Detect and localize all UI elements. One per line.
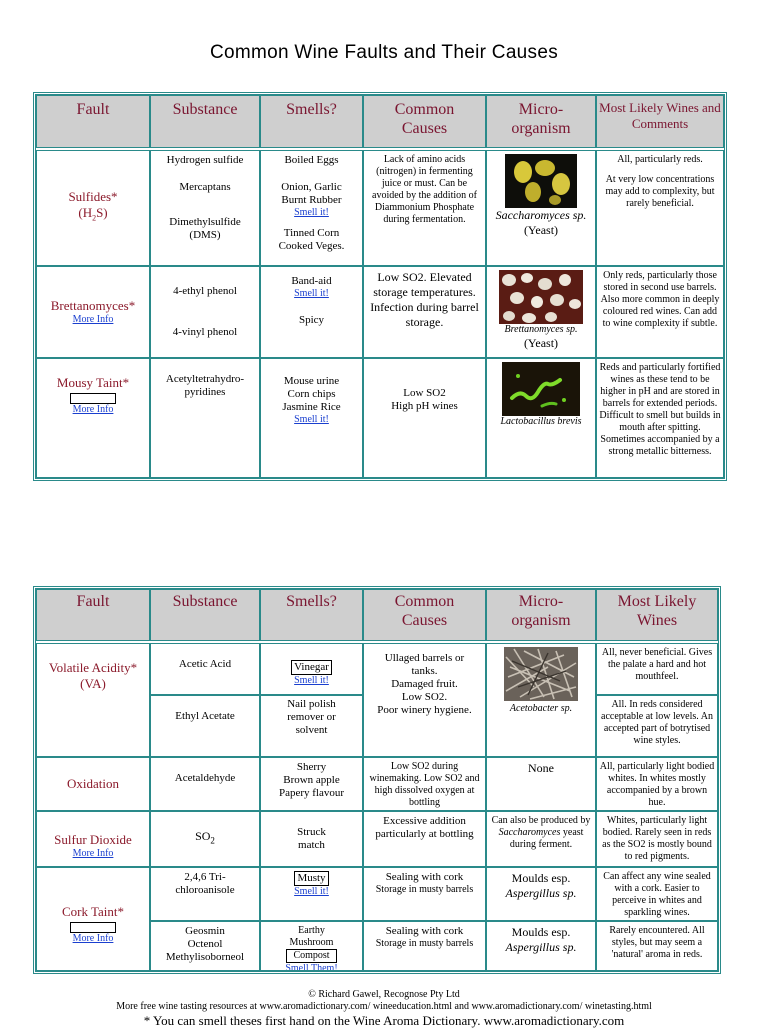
comments-brettanomyces: Only reds, particularly those stored in second use barrels. Also more common in deeply coloured red wines. Can add to wine complexity if subtle. <box>596 266 724 358</box>
header-micro-organism: Micro-organism <box>486 95 596 148</box>
fault-cork-taint: Cork Taint* More Info <box>36 867 150 971</box>
substance-geosmin: Geosmin Octenol Methylisoborneol <box>150 921 260 971</box>
header2-substance: Substance <box>150 589 260 641</box>
more-info-box-cork <box>70 922 116 933</box>
wines-oxidation: All, particularly light bodied whites. In whites mostly accompanied by a brown hue. <box>596 757 718 811</box>
fault-volatile-acidity: Volatile Acidity* (VA) <box>36 643 150 757</box>
micro-brettanomyces: Brettanomyces sp. (Yeast) <box>486 266 596 358</box>
footer-note: * You can smell theses first hand on the Wine Aroma Dictionary. www.aromadictionary.com <box>143 1013 625 1028</box>
more-info-link-so2[interactable]: More Info <box>72 848 114 859</box>
smells-brettanomyces: Band-aid Smell it! Spicy <box>260 266 363 358</box>
wines-cork-2: Rarely encountered. All styles, but may seem a 'natural' aroma in reds. <box>596 921 718 971</box>
header-smells: Smells? <box>260 95 363 148</box>
micro-oxidation: None <box>486 757 596 811</box>
causes-sulfides: Lack of amino acids (nitrogen) in fermenting juice or must. Can be avoided by the addition of Diammonium Phosphate during fermentation. <box>363 150 486 266</box>
header2-smells: Smells? <box>260 589 363 641</box>
wines-sulfur-dioxide: Whites, particularly light bodied. Rarely seen in reds as the SO2 is mostly bound to red pigments. <box>596 811 718 867</box>
micro-sulfur-dioxide: Can also be produced by Saccharomyces yeast during ferment. <box>486 811 596 867</box>
substance-mousy-taint: Acetyltetrahydro- pyridines <box>150 358 260 478</box>
substance-tca: 2,4,6 Tri- chloroanisole <box>150 867 260 921</box>
fault-sulfides: Sulfides* $(H_2S)$ <box>36 150 150 266</box>
more-info-link-brett[interactable]: More Info <box>72 314 114 325</box>
substance-brettanomyces: 4-ethyl phenol 4-vinyl phenol <box>150 266 260 358</box>
header-most-likely-wines: Most Likely Wines and Comments <box>596 95 724 148</box>
fault-oxidation: Oxidation <box>36 757 150 811</box>
header2-common-causes: Common Causes <box>363 589 486 641</box>
comments-sulfides: All, particularly reds. At very low concentrations may add to complexity, but rarely beneficial. <box>596 150 724 266</box>
footer-resources: More free wine tasting resources at www.aromadictionary.com/ wineeducation.html and www.aromadictionary.com/ winetasting.html <box>116 1001 652 1012</box>
header-substance: Substance <box>150 95 260 148</box>
smells-oxidation: Sherry Brown apple Papery flavour <box>260 757 363 811</box>
smell-them-link[interactable]: Smell Them! <box>285 963 338 971</box>
causes-brettanomyces: Low SO2. Elevated storage temperatures. Infection during barrel storage. <box>363 266 486 358</box>
smell-it-link-brett[interactable]: Smell it! <box>294 288 329 299</box>
substance-oxidation: Acetaldehyde <box>150 757 260 811</box>
micro-cork-1: Moulds esp. Aspergillus sp. <box>486 867 596 921</box>
smells-musty: Musty Smell it! <box>260 867 363 921</box>
comments-mousy-taint: Reds and particularly fortified wines as these tend to be higher in pH and are stored in barrels for extended periods. Difficult to smell but builds in mouth after spitting. Sometimes accompanied by a strong metallic bitterness. <box>596 358 724 478</box>
fault-sulfur-dioxide: Sulfur Dioxide More Info <box>36 811 150 867</box>
more-info-box-mousy <box>70 393 116 404</box>
causes-mousy-taint: Low SO2 High pH wines <box>363 358 486 478</box>
causes-oxidation: Low SO2 during winemaking. Low SO2 and high dissolved oxygen at bottling <box>363 757 486 811</box>
smells-earthy: Earthy Mushroom Compost Smell Them! <box>260 921 363 971</box>
smells-sulfides: Boiled Eggs Onion, Garlic Burnt Rubber Smell it! Tinned Corn Cooked Veges. <box>260 150 363 266</box>
page-title: Common Wine Faults and Their Causes <box>209 42 559 63</box>
smells-nail-polish: Nail polish remover or solvent <box>260 695 363 757</box>
causes-sulfur-dioxide: Excessive addition particularly at bottling <box>363 811 486 867</box>
brettanomyces-image <box>499 270 583 324</box>
smells-mousy-taint: Mouse urine Corn chips Jasmine Rice Smell it! <box>260 358 363 478</box>
substance-sulfur-dioxide: $SO_2$ <box>150 811 260 867</box>
micro-cork-2: Moulds esp. Aspergillus sp. <box>486 921 596 971</box>
micro-volatile-acidity: Acetobacter sp. <box>486 643 596 757</box>
lactobacillus-image <box>502 362 580 416</box>
wines-ethyl-acetate: All. In reds considered acceptable at low levels. An accepted part of botrytised wine styles. <box>596 695 718 757</box>
smells-vinegar: Vinegar Smell it! <box>260 643 363 695</box>
causes-cork-1: Sealing with cork Storage in musty barrels <box>363 867 486 921</box>
substance-ethyl-acetate: Ethyl Acetate <box>150 695 260 757</box>
smell-it-link-va[interactable]: Smell it! <box>294 675 329 686</box>
wines-cork-1: Can affect any wine sealed with a cork. Easier to perceive in whites and sparkling wines. <box>596 867 718 921</box>
header2-micro-organism: Micro-organism <box>486 589 596 641</box>
header-common-causes: Common Causes <box>363 95 486 148</box>
micro-sulfides: Saccharomyces sp. (Yeast) <box>486 150 596 266</box>
smell-it-link-mousy[interactable]: Smell it! <box>294 414 329 425</box>
micro-mousy-taint: Lactobacillus brevis <box>486 358 596 478</box>
wines-acetic-acid: All, never beneficial. Gives the palate a hard and hot mouthfeel. <box>596 643 718 695</box>
footer-credit: © Richard Gawel, Recognose Pty Ltd <box>308 989 460 1000</box>
header2-most-likely-wines: Most Likely Wines <box>596 589 718 641</box>
acetobacter-image <box>504 647 578 701</box>
more-info-link-mousy[interactable]: More Info <box>72 404 114 415</box>
smell-it-link-sulfides[interactable]: Smell it! <box>294 207 329 218</box>
header2-fault: Fault <box>36 589 150 641</box>
saccharomyces-image <box>505 154 577 208</box>
fault-mousy-taint: Mousy Taint* More Info <box>36 358 150 478</box>
causes-cork-2: Sealing with cork Storage in musty barrels <box>363 921 486 971</box>
causes-volatile-acidity: Ullaged barrels or tanks. Damaged fruit. Low SO2. Poor winery hygiene. <box>363 643 486 757</box>
substance-sulfides: Hydrogen sulfide Mercaptans Dimethylsulfide (DMS) <box>150 150 260 266</box>
header-fault: Fault <box>36 95 150 148</box>
smells-sulfur-dioxide: Struck match <box>260 811 363 867</box>
smell-it-link-cork[interactable]: Smell it! <box>294 886 329 897</box>
more-info-link-cork[interactable]: More Info <box>72 933 114 944</box>
substance-acetic-acid: Acetic Acid <box>150 643 260 695</box>
fault-brettanomyces: Brettanomyces* More Info <box>36 266 150 358</box>
